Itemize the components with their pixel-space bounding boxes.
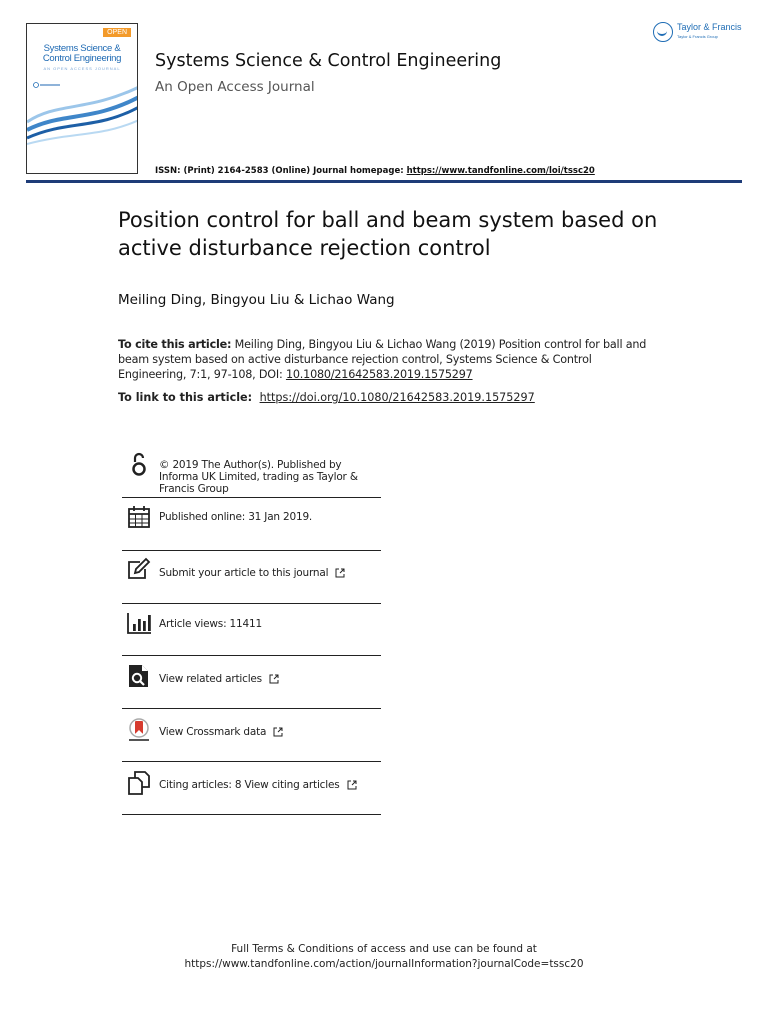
external-link-icon xyxy=(335,568,345,578)
journal-cover-image xyxy=(26,23,138,174)
journal-homepage-link[interactable]: https://www.tandfonline.com/loi/tssc20 xyxy=(406,166,595,176)
doi-link[interactable]: 10.1080/21642583.2019.1575297 xyxy=(285,368,473,381)
article-views-row: Article views: 11411 xyxy=(122,604,381,656)
external-link-icon xyxy=(273,727,283,737)
cover-wave-graphic xyxy=(27,82,138,152)
cover-publisher-logo xyxy=(33,82,63,88)
crossmark-row[interactable]: View Crossmark data xyxy=(122,709,381,762)
copyright-row: © 2019 The Author(s). Published by Informa UK Limited, trading as Taylor & Francis Group xyxy=(122,452,381,498)
open-access-badge: OPEN xyxy=(103,28,131,37)
citation-block xyxy=(118,337,658,382)
terms-link[interactable]: https://www.tandfonline.com/action/journalInformation?journalCode=tssc20 xyxy=(184,958,584,970)
cover-title: Systems Science & Control Engineering xyxy=(42,43,122,64)
cite-label: To cite this article: xyxy=(118,338,232,351)
related-articles-row[interactable]: View related articles xyxy=(122,656,381,709)
citing-articles-row[interactable]: Citing articles: 8 View citing articles xyxy=(122,762,381,815)
issn-line: ISSN: (Print) 2164-2583 (Online) Journal homepage: https://www.tandfonline.com/loi/tssc20 xyxy=(155,166,595,176)
article-info-list xyxy=(122,452,381,815)
header-divider xyxy=(26,180,742,183)
calendar-icon xyxy=(126,504,152,530)
open-access-icon xyxy=(126,452,152,478)
cover-subtitle: AN OPEN ACCESS JOURNAL xyxy=(43,66,121,71)
citing-documents-icon xyxy=(126,770,152,796)
published-row: Published online: 31 Jan 2019. xyxy=(122,498,381,551)
journal-title: Systems Science & Control Engineering xyxy=(155,51,502,71)
article-authors: Meiling Ding, Bingyou Liu & Lichao Wang xyxy=(118,292,395,308)
external-link-icon xyxy=(347,780,357,790)
journal-subtitle: An Open Access Journal xyxy=(155,79,315,95)
link-to-article: To link to this article: https://doi.org/10.1080/21642583.2019.1575297 xyxy=(118,391,535,404)
submit-article-row[interactable]: Submit your article to this journal xyxy=(122,551,381,604)
taylor-francis-icon xyxy=(653,22,673,42)
crossmark-icon xyxy=(126,717,152,743)
external-link-icon xyxy=(269,674,279,684)
footer-terms: Full Terms & Conditions of access and use can be found at https://www.tandfonline.com/action/journalInformation?journalCode=tssc20 xyxy=(0,942,768,972)
bar-chart-icon xyxy=(126,610,152,636)
cite-text: Meiling Ding, Bingyou Liu & Lichao Wang (2019) Position control for ball and beam system based on active disturbance rejection control, Systems Science & Control Engineering, 7:1, 97-108, DOI: xyxy=(118,338,647,381)
edit-icon xyxy=(126,557,152,583)
article-title: Position control for ball and beam system based on active disturbance rejection control xyxy=(118,208,658,260)
search-document-icon xyxy=(126,663,152,689)
taylor-francis-logo[interactable]: Taylor & Francis Taylor & Francis Group xyxy=(653,22,742,42)
article-doi-url[interactable]: https://doi.org/10.1080/21642583.2019.1575297 xyxy=(259,391,535,404)
